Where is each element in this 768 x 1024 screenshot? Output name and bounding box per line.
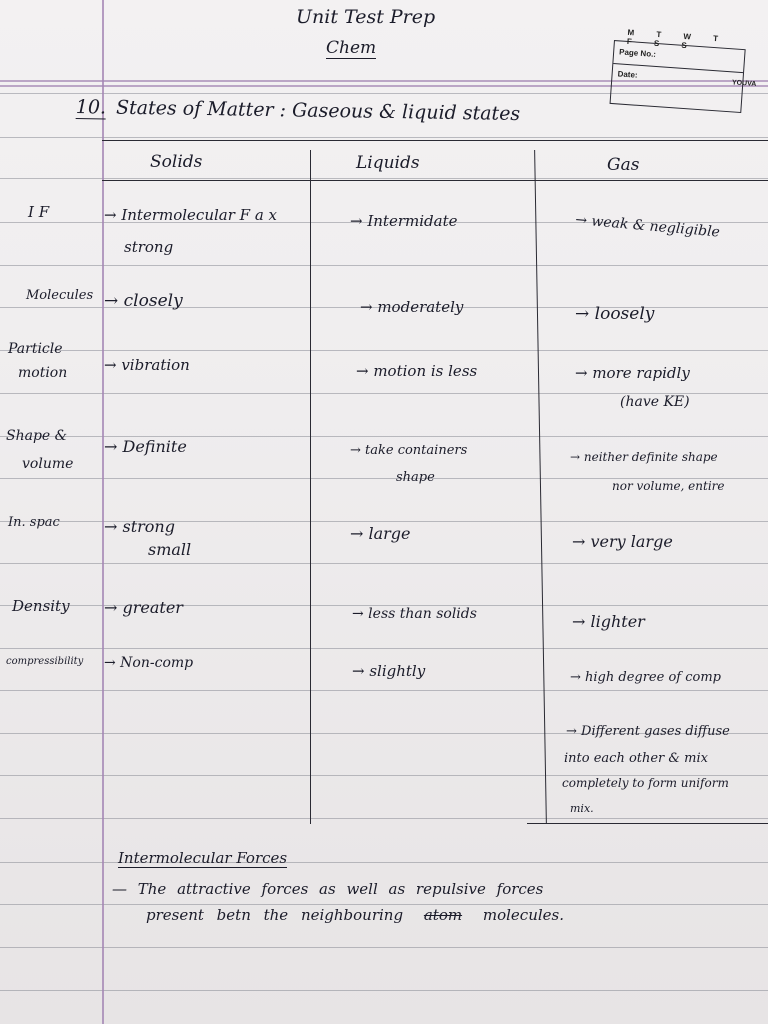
cell-liquids: → Intermidate: [350, 212, 458, 230]
cell-gas: → loosely: [575, 304, 655, 324]
row-label: Molecules: [26, 288, 94, 303]
column-header-liquids: Liquids: [356, 153, 420, 173]
cell-liquids: → motion is less: [356, 362, 478, 380]
cell-gas: → high degree of comp: [570, 670, 721, 685]
row-label: Particle: [8, 341, 63, 357]
cell-liquids-line2: shape: [396, 470, 435, 485]
section-heading: [76, 96, 521, 125]
cell-gas-line2: (have KE): [620, 394, 690, 410]
row-label-line2: motion: [18, 365, 68, 381]
cell-solids: → Intermolecular F a x: [104, 206, 278, 224]
row-label: In. spac: [8, 515, 60, 530]
cell-liquids: → large: [350, 524, 411, 543]
struck-word: atom: [423, 906, 463, 924]
notes-text: present betn the neighbouring: [146, 906, 404, 924]
column-header-solids: Solids: [150, 152, 203, 172]
cell-liquids: → moderately: [360, 298, 464, 316]
margin-line: [102, 0, 104, 1024]
header-title: Unit Test Prep: [296, 6, 436, 28]
brand-logo: YOUVA: [731, 79, 757, 89]
section-number: 10.: [75, 96, 107, 119]
cell-solids: → greater: [104, 598, 183, 617]
header-subject: Chem: [326, 38, 377, 58]
notes-title: Intermolecular Forces: [118, 849, 288, 867]
cell-gas: → neither definite shape: [570, 450, 718, 464]
notes-text: molecules.: [482, 906, 565, 924]
cell-gas: → weak & negligible: [574, 212, 721, 241]
row-label: Density: [12, 597, 70, 615]
cell-solids: → Definite: [104, 437, 187, 456]
cell-gas: → lighter: [572, 612, 645, 631]
cell-liquids: → slightly: [352, 662, 426, 680]
section-title: States of Matter : Gaseous & liquid states: [115, 96, 521, 125]
cell-solids: → vibration: [104, 356, 190, 374]
gas-note-line: completely to form uniform: [562, 776, 729, 790]
column-header-gas: Gas: [607, 155, 640, 175]
page-no-label: Page No.:: [618, 47, 657, 59]
cell-gas: → very large: [572, 532, 673, 551]
cell-solids: → closely: [104, 291, 183, 311]
row-label: Shape &: [6, 428, 68, 444]
cell-solids: → strong: [104, 517, 175, 536]
gas-note-line: → Different gases diffuse: [566, 724, 730, 739]
cell-solids-line2: small: [148, 540, 192, 559]
row-label: I F: [28, 203, 50, 221]
row-label: compressibility: [6, 656, 84, 667]
gas-note-line: mix.: [570, 802, 594, 815]
cell-gas-line2: nor volume, entire: [612, 479, 725, 493]
row-label-line2: volume: [22, 456, 74, 472]
notes-line: [146, 906, 564, 924]
notes-line: — The attractive forces as well as repulsive forces: [112, 880, 544, 898]
page-number-box: [610, 27, 757, 113]
cell-gas: → more rapidly: [575, 364, 690, 382]
weekday-letters: M T W T F S S: [626, 27, 729, 51]
cell-solids: → Non-comp: [104, 655, 194, 671]
gas-note-line: into each other & mix: [564, 751, 708, 766]
cell-liquids: → take containers: [350, 443, 468, 458]
date-label: Date:: [617, 69, 638, 80]
cell-solids: strong: [124, 238, 174, 256]
cell-liquids: → less than solids: [352, 606, 477, 622]
